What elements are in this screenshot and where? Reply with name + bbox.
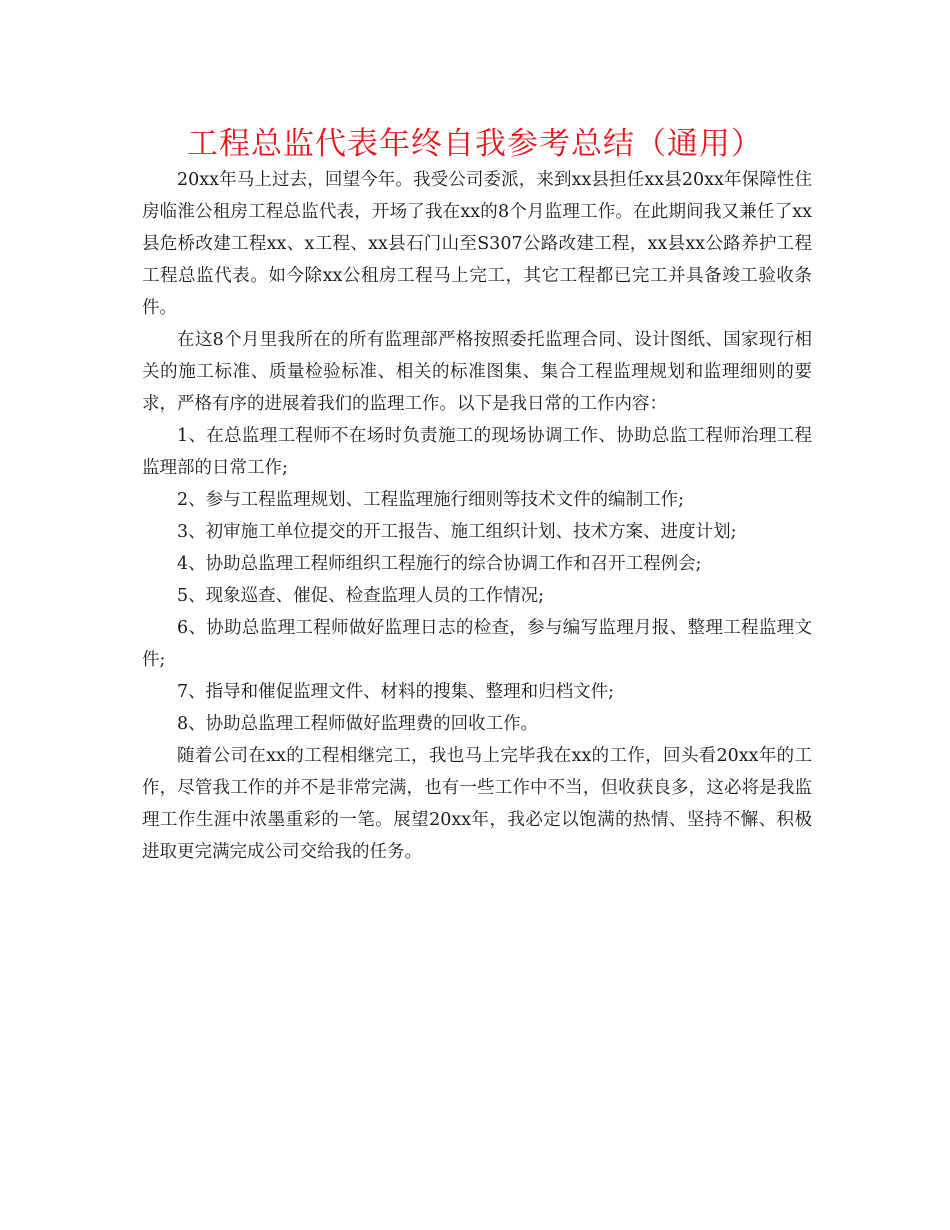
- list-item-duty-3: 3、初审施工单位提交的开工报告、施工组织计划、技术方案、进度计划;: [177, 522, 737, 542]
- document-title: 工程总监代表年终自我参考总结（通用）: [187, 126, 763, 162]
- list-item-duty-8: 8、协助总监理工程师做好监理费的回收工作。: [177, 714, 539, 734]
- paragraph-conclusion: 随着公司在xx的工程相继完工，我也马上完毕我在xx的工作，回头看20xx年的工作，尽管我工作的并不是非常完满，也有一些工作中不当，但收获良多，这必将是我监理工作生涯中浓墨重彩的一笔。展望20xx年，我必定以饱满的热情、坚持不懈、积极进取更完满完成公司交给我的任务。: [142, 746, 812, 862]
- list-item-duty-2: 2、参与工程监理规划、工程监理施行细则等技术文件的编制工作;: [177, 490, 685, 510]
- list-item-duty-4: 4、协助总监理工程师组织工程施行的综合协调工作和召开工程例会;: [177, 554, 702, 574]
- paragraph-intro: 20xx年马上过去，回望今年。我受公司委派，来到xx县担任xx县20xx年保障性住房临淮公租房工程总监代表，开场了我在xx的8个月监理工作。在此期间我又兼任了xx县危桥改建工程xx、x工程、xx县石门山至S307公路改建工程，xx县xx公路养护工程工程总监代表。如今除xx公租房工程马上完工，其它工程都已完工并具备竣工验收条件。: [142, 170, 812, 318]
- list-item-duty-1: 1、在总监理工程师不在场时负责施工的现场协调工作、协助总监工程师治理工程监理部的日常工作;: [142, 426, 812, 478]
- list-item-duty-5: 5、现象巡查、催促、检查监理人员的工作情况;: [177, 586, 545, 606]
- paragraph-overview: 在这8个月里我所在的所有监理部严格按照委托监理合同、设计图纸、国家现行相关的施工标准、质量检验标准、相关的标准图集、集合工程监理规划和监理细则的要求，严格有序的进展着我们的监理工作。以下是我日常的工作内容：: [142, 330, 812, 414]
- document-body: [142, 164, 812, 868]
- list-item-duty-6: 6、协助总监理工程师做好监理日志的检查，参与编写监理月报、整理工程监理文件;: [142, 618, 812, 670]
- list-item-duty-7: 7、指导和催促监理文件、材料的搜集、整理和归档文件;: [177, 682, 615, 702]
